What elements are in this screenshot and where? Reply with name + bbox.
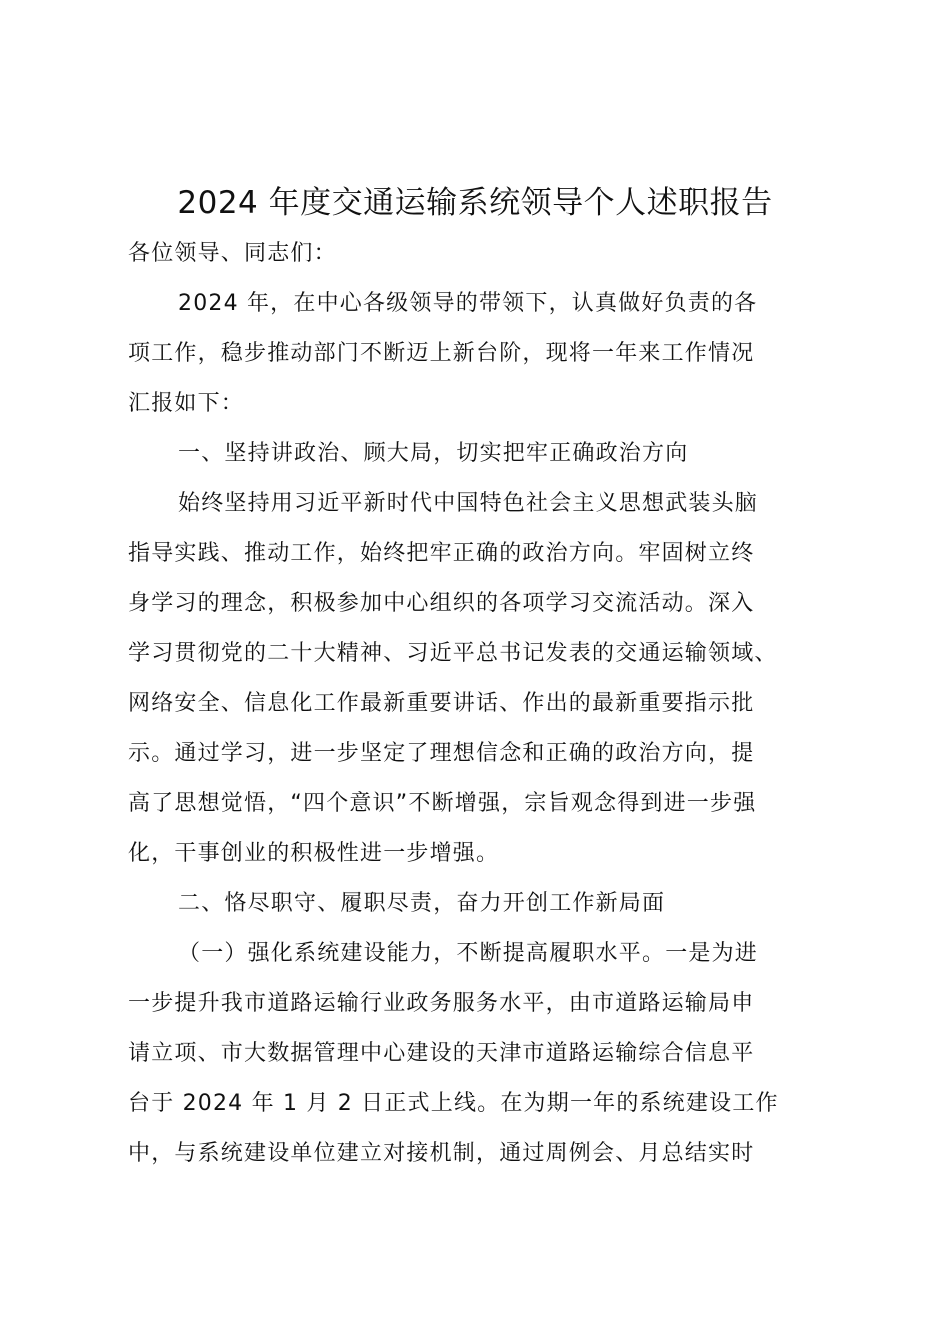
paragraph-system-line-5: 中，与系统建设单位建立对接机制，通过周例会、月总结实时: [128, 1141, 755, 1166]
paragraph-politics-line-6: 示。通过学习，进一步坚定了理想信念和正确的政治方向，提: [128, 741, 755, 766]
paragraph-politics-line-2: 指导实践、推动工作，始终把牢正确的政治方向。牢固树立终: [128, 541, 755, 566]
paragraph-politics-line-3: 身学习的理念，积极参加中心组织的各项学习交流活动。深入: [128, 591, 755, 616]
paragraph-politics-line-1: 始终坚持用习近平新时代中国特色社会主义思想武装头脑: [178, 491, 759, 516]
document-title: 2024 年度交通运输系统领导个人述职报告: [177, 185, 773, 221]
paragraph-politics-line-7: 高了思想觉悟，“四个意识”不断增强，宗旨观念得到进一步强: [128, 791, 757, 816]
section-heading-1: 一、坚持讲政治、顾大局，切实把牢正确政治方向: [178, 441, 689, 466]
paragraph-system-line-1: （一）强化系统建设能力，不断提高履职水平。一是为进: [178, 941, 759, 966]
paragraph-system-line-4: 台于 2024 年 1 月 2 日正式上线。在为期一年的系统建设工作: [128, 1091, 779, 1116]
paragraph-politics-line-5: 网络安全、信息化工作最新重要讲话、作出的最新重要指示批: [128, 691, 755, 716]
section-heading-2: 二、恪尽职守、履职尽责，奋力开创工作新局面: [178, 891, 666, 916]
salutation-line: 各位领导、同志们：: [128, 241, 337, 266]
paragraph-system-line-3: 请立项、市大数据管理中心建设的天津市道路运输综合信息平: [128, 1041, 755, 1066]
document-body: [128, 234, 840, 1184]
paragraph-intro-line-1: 2024 年，在中心各级领导的带领下，认真做好负责的各: [178, 291, 758, 316]
paragraph-intro-line-3: 汇报如下：: [128, 391, 245, 416]
paragraph-system-line-2: 一步提升我市道路运输行业政务服务水平，由市道路运输局申: [128, 991, 755, 1016]
paragraph-politics-line-4: 学习贯彻党的二十大精神、习近平总书记发表的交通运输领域、: [128, 641, 778, 666]
paragraph-intro-line-2: 项工作，稳步推动部门不断迈上新台阶，现将一年来工作情况: [128, 341, 755, 366]
paragraph-politics-line-8: 化，干事创业的积极性进一步增强。: [128, 841, 500, 866]
